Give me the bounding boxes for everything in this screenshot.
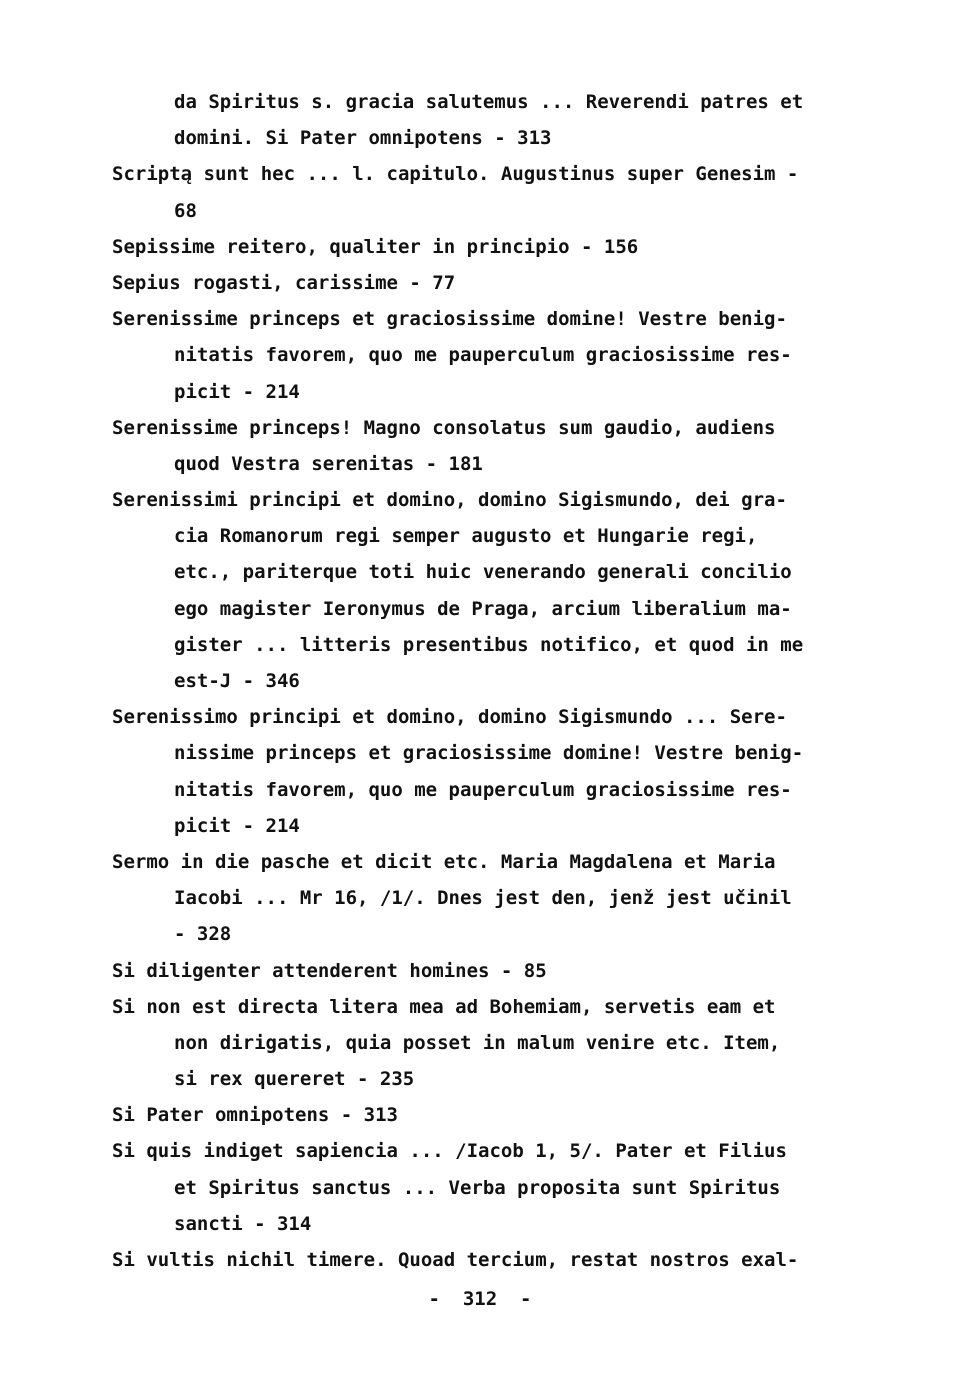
index-entry-continuation-line: ego magister Ieronymus de Praga, arcium liberalium ma- (174, 597, 792, 620)
index-entry-continuation-line: gister ... litteris presentibus notifico, et quod in me (174, 633, 804, 656)
index-entry-line: Serenissime princeps! Magno consolatus sum gaudio, audiens (112, 416, 776, 439)
index-entry-continuation-line: - 328 (174, 923, 232, 946)
index-entry-continuation-line: nissime princeps et graciosissime domine! Vestre benig- (174, 742, 804, 765)
index-entry-continuation-line: quod Vestra serenitas - 181 (174, 452, 483, 475)
index-entry-continuation-line: si rex quereret - 235 (174, 1068, 415, 1091)
index-entry-continuation-line: sancti - 314 (174, 1212, 312, 1235)
index-entry-continuation-line: et Spiritus sanctus ... Verba proposita sunt Spiritus (174, 1176, 781, 1199)
index-entry-continuation-line: picit - 214 (174, 380, 300, 403)
index-entry-continuation-line: 68 (174, 199, 197, 222)
index-entry-continuation-line: cia Romanorum regi semper augusto et Hungarie regi, (174, 525, 758, 548)
page-number: - 312 - (428, 1288, 532, 1310)
index-entry-continuation-line: Iacobi ... Mr 16, /1/. Dnes jest den, jenž jest učinil (174, 887, 792, 910)
index-entry-continuation-line: non dirigatis, quia posset in malum venire etc. Item, (174, 1031, 781, 1054)
index-entry-line: Si vultis nichil timere. Quoad tercium, restat nostros exal- (112, 1249, 799, 1271)
index-entry-continuation-line: picit - 214 (174, 814, 300, 837)
index-entry-line: Scriptą sunt hec ... l. capitulo. Augustinus super Genesim - (112, 163, 799, 186)
index-entry-continuation-line: nitatis favorem, quo me pauperculum graciosissime res- (174, 778, 792, 801)
index-entries (112, 84, 872, 1278)
index-entry-continuation-line: est-J - 346 (174, 670, 300, 692)
index-entry-line: Si quis indiget sapiencia ... /Iacob 1, 5/. Pater et Filius (112, 1140, 787, 1163)
index-entry-continuation-line: domini. Si Pater omnipotens - 313 (174, 127, 552, 150)
index-entry-line: Serenissimo principi et domino, domino Sigismundo ... Sere- (112, 706, 787, 729)
index-entry-line: Si Pater omnipotens - 313 (112, 1104, 398, 1127)
index-entry-line: Sermo in die pasche et dicit etc. Maria Magdalena et Maria (112, 850, 776, 873)
index-entry-line: Sepissime reitero, qualiter in principio - 156 (112, 235, 639, 258)
index-entry-line: Si non est directa litera mea ad Bohemiam, servetis eam et (112, 995, 776, 1018)
index-entry-line: Si diligenter attenderent homines - 85 (112, 959, 547, 982)
index-entry-line: Serenissime princeps et graciosissime domine! Vestre benig- (112, 308, 787, 331)
index-entry-continuation-line: etc., pariterque toti huic venerando generali concilio (174, 561, 792, 584)
index-entry-continuation-line: nitatis favorem, quo me pauperculum graciosissime res- (174, 344, 792, 367)
index-entry-continuation-line: da Spiritus s. gracia salutemus ... Reverendi patres et (174, 91, 804, 113)
index-entry-line: Serenissimi principi et domino, domino Sigismundo, dei gra- (112, 489, 787, 512)
index-entry-line: Sepius rogasti, carissime - 77 (112, 271, 456, 294)
